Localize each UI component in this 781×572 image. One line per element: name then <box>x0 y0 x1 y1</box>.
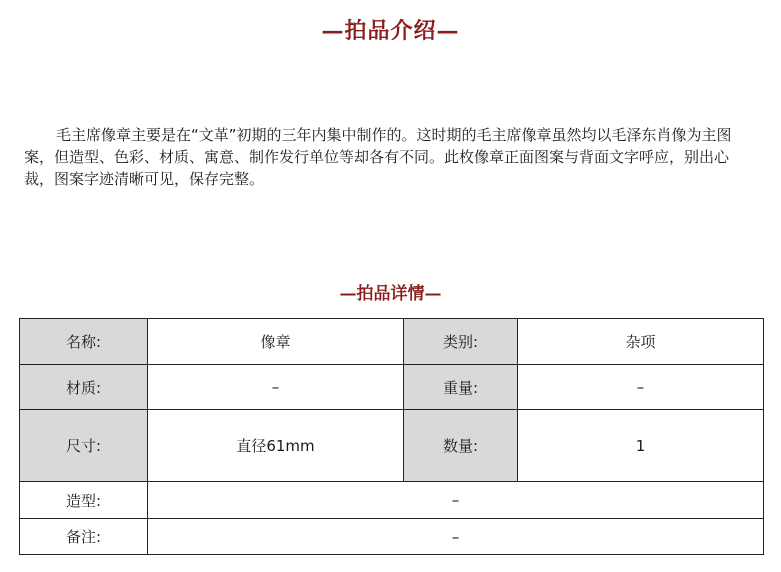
weight-label: 重量: <box>404 365 518 410</box>
name-value: 像章 <box>148 319 404 365</box>
weight-value: – <box>518 365 764 410</box>
table-row-remark <box>20 519 764 555</box>
details-title: —拍品详情— <box>339 284 442 304</box>
material-label: 材质: <box>20 365 148 410</box>
name-label: 名称: <box>20 319 148 365</box>
quantity-label: 数量: <box>404 410 518 482</box>
category-value: 杂项 <box>518 319 764 365</box>
details-table <box>19 318 764 555</box>
intro-title: —拍品介绍— <box>321 18 460 44</box>
table-row-material <box>20 365 764 410</box>
quantity-value: 1 <box>518 410 764 482</box>
intro-paragraph: 毛主席像章主要是在“文革”初期的三年内集中制作的。这时期的毛主席像章虽然均以毛泽东肖像为主图案，但造型、色彩、材质、寓意、制作发行单位等却各有不同。此枚像章正面图案与背面文字呼应，别出心裁，图案字迹清晰可见，保存完整。 <box>24 126 732 188</box>
category-label: 类别: <box>404 319 518 365</box>
shape-value: – <box>148 482 764 519</box>
size-label: 尺寸: <box>20 410 148 482</box>
shape-label: 造型: <box>20 482 148 519</box>
table-row-size <box>20 410 764 482</box>
remark-label: 备注: <box>20 519 148 555</box>
size-value: 直径61mm <box>148 410 404 482</box>
remark-value: – <box>148 519 764 555</box>
material-value: – <box>148 365 404 410</box>
table-row-name <box>20 319 764 365</box>
table-row-shape <box>20 482 764 519</box>
